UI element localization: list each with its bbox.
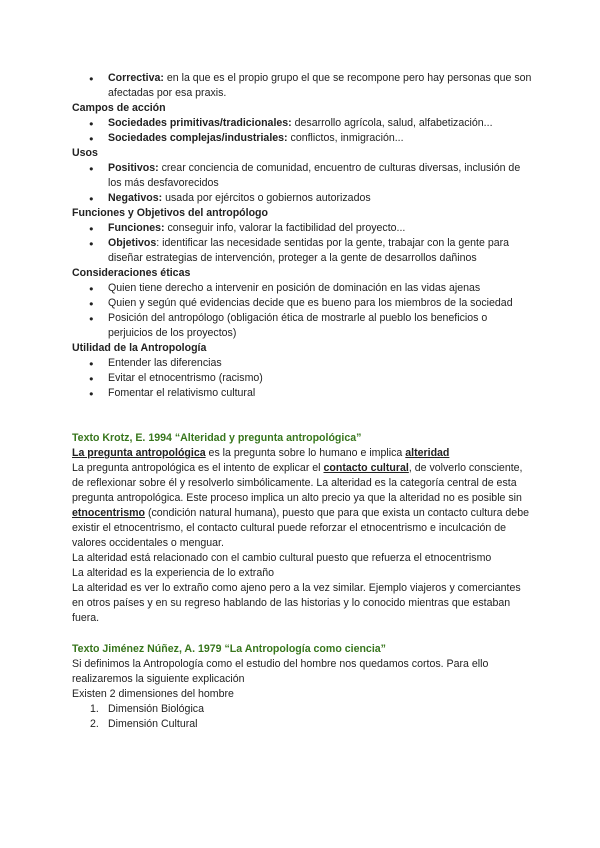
section-heading: Funciones y Objetivos del antropólogo xyxy=(72,207,268,219)
list-text: Dimensión Biológica xyxy=(108,703,204,715)
bullet-term: Sociedades complejas/industriales: xyxy=(108,132,288,144)
paragraph-text: (condición natural humana), puesto que para que exista un contacto cultura debe existir el etnocentrismo, el contacto cultural puede reforzar el etnocentrismo e inculcación de valores occidentales o menguar. xyxy=(72,507,529,549)
section-heading: Campos de acción xyxy=(72,102,166,114)
bullet-term: Negativos: xyxy=(108,192,163,204)
bullet-text: conflictos, inmigración... xyxy=(287,132,404,144)
list-item xyxy=(72,221,532,236)
term-underlined: La pregunta antropológica xyxy=(72,447,206,459)
bullet-term: Sociedades primitivas/tradicionales: xyxy=(108,117,292,129)
bullet-text: usada por ejércitos o gobiernos autorizados xyxy=(162,192,371,204)
section-heading: Usos xyxy=(72,147,98,159)
bullet-term: Positivos: xyxy=(108,162,159,174)
krotz-title: Texto Krotz, E. 1994 “Alteridad y pregunta antropológica” xyxy=(72,432,362,444)
krotz-paragraph: La alteridad está relacionado con el cambio cultural puesto que refuerza el etnocentrismo xyxy=(72,552,492,564)
bullet-text: en la que es el propio grupo el que se recompone pero hay personas que son afectadas por esa praxis. xyxy=(108,72,532,99)
term-underlined: etnocentrismo xyxy=(72,507,145,519)
term-underlined: alteridad xyxy=(405,447,450,459)
bullet-list xyxy=(72,221,532,266)
numbered-list xyxy=(72,702,532,732)
bullet-list xyxy=(72,281,532,341)
bullet-text: conseguir info, valorar la factibilidad del proyecto... xyxy=(164,222,406,234)
bullet-list xyxy=(72,71,532,101)
list-text: Dimensión Cultural xyxy=(108,718,198,730)
list-item xyxy=(72,236,532,266)
list-item xyxy=(72,116,532,131)
list-item xyxy=(72,71,532,101)
bullet-text: : identificar las necesidade sentidas por la gente, trabajar con la gente para diseñar estrategias de intervención, proteger a la gente de desarrollos dañinos xyxy=(108,237,510,264)
bullet-list xyxy=(72,161,532,206)
bullet-list xyxy=(72,116,532,146)
list-item xyxy=(72,131,532,146)
list-item xyxy=(72,161,532,191)
list-item: ● Quien y según qué evidencias decide que es bueno para los miembros de la sociedad xyxy=(72,296,532,311)
bullet-text: crear conciencia de comunidad, encuentro de culturas diversas, inclusión de los más desfavorecidos xyxy=(108,162,521,189)
bullet-term: Correctiva: xyxy=(108,72,164,84)
paragraph-text: La pregunta antropológica es el intento de explicar el xyxy=(72,462,324,474)
list-item xyxy=(72,702,532,717)
list-item xyxy=(72,191,532,206)
document-body xyxy=(72,71,532,732)
list-item xyxy=(72,717,532,732)
jimenez-paragraph: Existen 2 dimensiones del hombre xyxy=(72,688,234,700)
term-underlined: contacto cultural xyxy=(323,462,409,474)
jimenez-title: Texto Jiménez Núñez, A. 1979 “La Antropología como ciencia” xyxy=(72,643,386,655)
bullet-list xyxy=(72,356,532,401)
krotz-paragraph xyxy=(72,461,532,551)
list-item: ● Posición del antropólogo (obligación ética de mostrarle al pueblo los beneficios o perjuicios de los proyectos) xyxy=(72,311,532,341)
section-heading: Consideraciones éticas xyxy=(72,267,191,279)
list-item: ● Evitar el etnocentrismo (racismo) xyxy=(72,371,532,386)
list-item: ● Quien tiene derecho a intervenir en posición de dominación en las vidas ajenas xyxy=(72,281,532,296)
paragraph-text: , de volverlo consciente, de reflexionar sobre él y resolverlo simbólicamente. La alteridad es la categoría central de esta pregunta antropológica. Este proceso implica un alto precio ya que la alteridad no es posible sin xyxy=(72,462,523,504)
section-heading: Utilidad de la Antropología xyxy=(72,342,207,354)
bullet-term: Funciones: xyxy=(108,222,165,234)
list-item: ● Fomentar el relativismo cultural xyxy=(72,386,532,401)
list-number: 2. xyxy=(90,718,99,730)
krotz-paragraph: La alteridad es la experiencia de lo extraño xyxy=(72,567,275,579)
bullet-term: Objetivos xyxy=(108,237,157,249)
list-item: ● Entender las diferencias xyxy=(72,356,532,371)
jimenez-paragraph: Si definimos la Antropología como el estudio del hombre nos quedamos cortos. Para ello realizaremos la siguiente explicación xyxy=(72,658,489,685)
krotz-intro xyxy=(72,446,532,461)
list-number: 1. xyxy=(90,703,99,715)
krotz-paragraph: La alteridad es ver lo extraño como ajeno pero a la vez similar. Ejemplo viajeros y comerciantes en otros países y en su regreso hablando de las historias y lo conocido mientras que estaban fuera. xyxy=(72,582,521,624)
intro-text: es la pregunta sobre lo humano e implica xyxy=(205,447,406,459)
bullet-text: desarrollo agrícola, salud, alfabetización... xyxy=(291,117,493,129)
